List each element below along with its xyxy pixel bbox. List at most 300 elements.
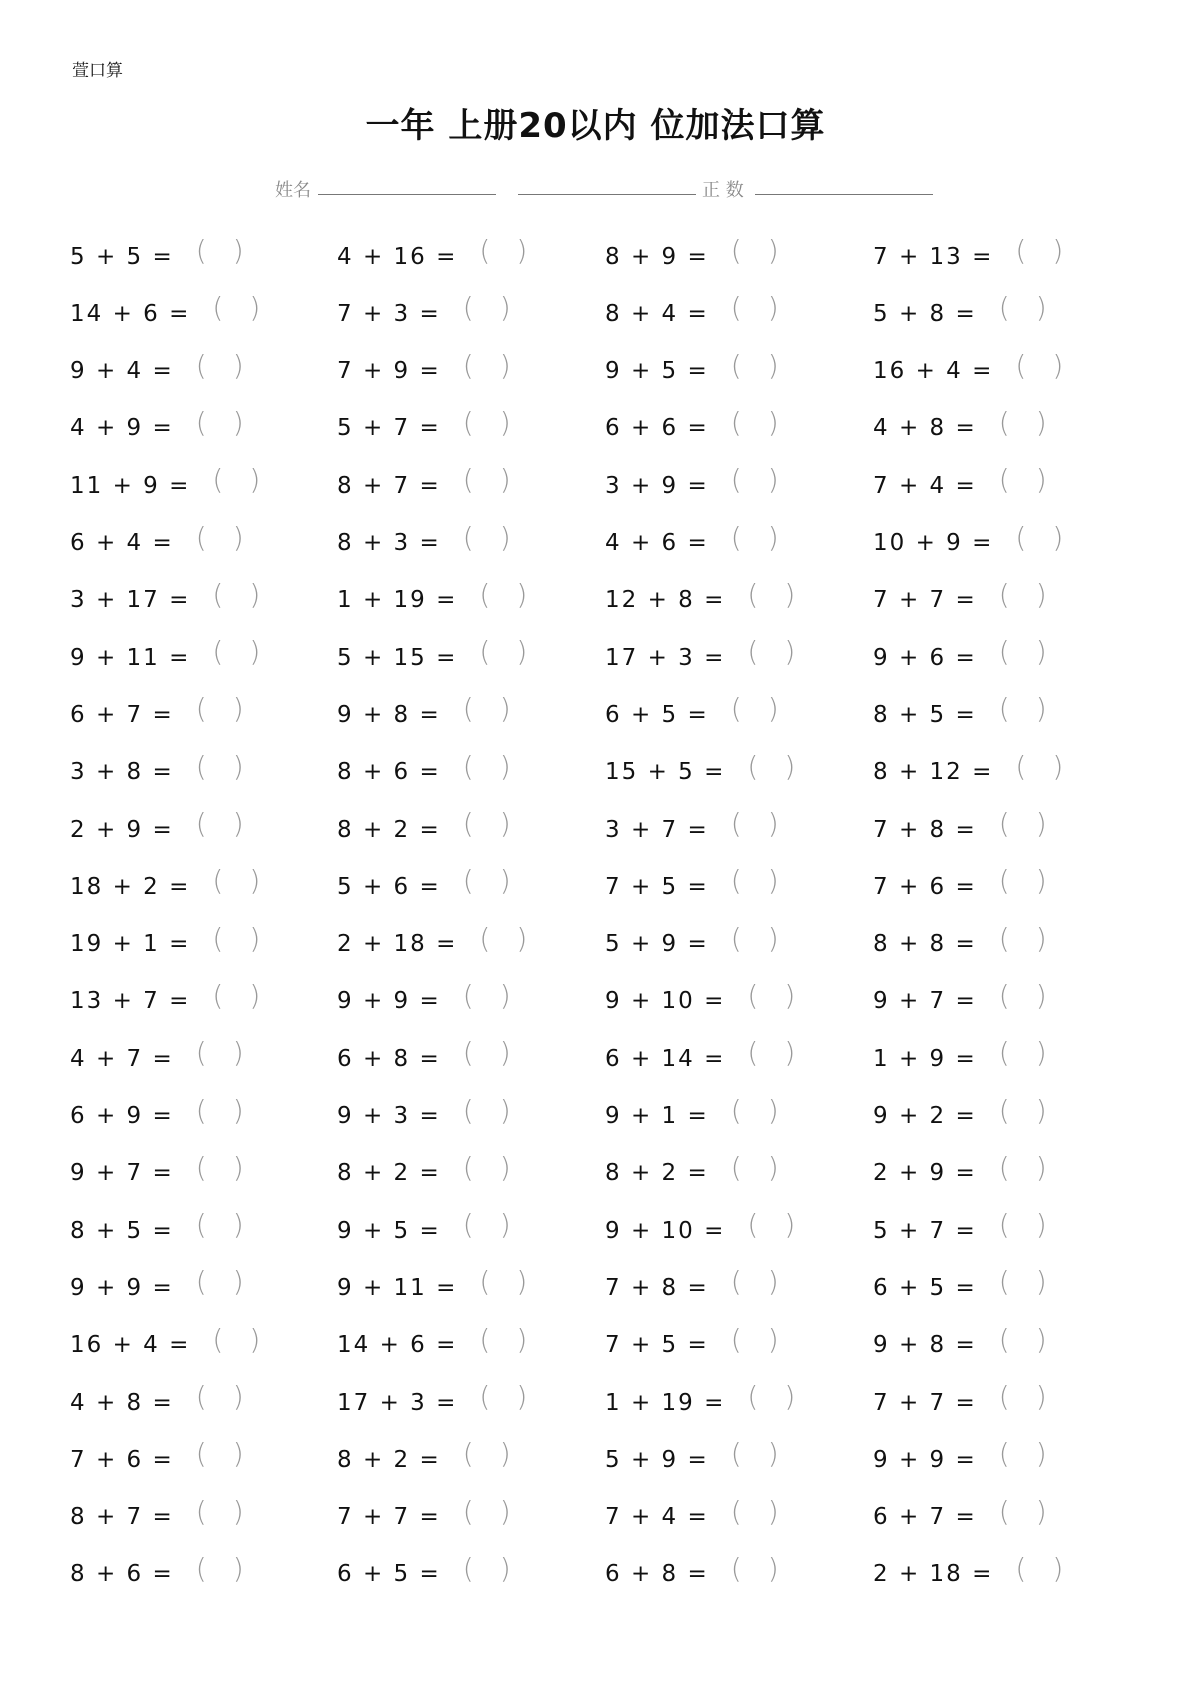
answer-blank[interactable] [999,1323,1049,1356]
answer-blank[interactable] [731,807,781,840]
equation-text: 3 + 7 = [605,816,709,843]
open-paren: ( [730,1322,744,1356]
problem-item [873,1322,1049,1369]
close-paren: ) [232,1150,246,1184]
close-paren: ) [767,1494,781,1528]
close-paren: ) [516,1265,530,1299]
answer-blank[interactable] [479,922,529,955]
open-paren: ( [195,348,209,382]
answer-blank[interactable] [196,1380,246,1413]
equation-text: 8 + 4 = [605,300,709,327]
answer-blank[interactable] [999,635,1049,668]
open-paren: ( [998,807,1012,840]
open-paren: ( [730,1150,744,1184]
problem-item [337,1437,513,1483]
open-paren: ( [730,520,744,554]
close-paren: ) [499,520,513,554]
equation-text: 9 + 11 = [70,644,191,671]
answer-blank[interactable] [196,1265,246,1298]
answer-blank[interactable] [747,635,797,668]
close-paren: ) [784,1380,798,1413]
name-label: 姓名 [275,180,311,201]
answer-blank[interactable] [999,979,1049,1012]
answer-blank[interactable] [479,1323,529,1356]
answer-blank[interactable] [731,463,781,496]
close-paren: ) [516,234,530,267]
open-paren: ( [1015,1551,1029,1585]
open-paren: ( [747,1208,761,1242]
close-paren: ) [1035,463,1049,497]
answer-blank[interactable] [1015,750,1065,783]
answer-blank[interactable] [731,234,781,267]
answer-blank[interactable] [1015,349,1065,382]
answer-blank[interactable] [1015,234,1065,267]
answer-blank[interactable] [463,521,513,554]
answer-blank[interactable] [196,234,246,267]
answer-blank[interactable] [463,1495,513,1528]
answer-blank[interactable] [212,463,262,496]
answer-blank[interactable] [196,1036,246,1069]
answer-blank[interactable] [999,1151,1049,1184]
answer-blank[interactable] [1015,521,1065,554]
open-paren: ( [998,1208,1012,1242]
close-paren: ) [784,635,798,669]
close-paren: ) [1035,1208,1049,1242]
answer-blank[interactable] [999,406,1049,439]
answer-blank[interactable] [1015,1552,1065,1585]
equation-text: 6 + 9 = [70,1103,174,1129]
problem-item [873,463,1049,509]
answer-blank[interactable] [999,692,1049,725]
problem-item [873,291,1049,337]
answer-blank[interactable] [463,750,513,783]
answer-blank[interactable] [999,1265,1049,1298]
answer-blank[interactable] [212,635,262,668]
answer-blank[interactable] [731,1495,781,1528]
equation-text: 8 + 2 = [337,816,441,843]
open-paren: ( [998,864,1012,898]
open-paren: ( [462,1150,476,1184]
close-paren: ) [249,635,263,669]
answer-blank[interactable] [999,1495,1049,1528]
problem-item [605,1208,798,1254]
close-paren: ) [499,978,513,1012]
equation-text: 9 + 5 = [605,358,709,385]
equation-text: 9 + 8 = [873,1332,977,1359]
answer-blank[interactable] [999,807,1049,840]
open-paren: ( [1015,520,1029,554]
close-paren: ) [249,577,263,611]
problem-item [605,1437,781,1483]
answer-blank[interactable] [212,578,262,611]
answer-blank[interactable] [463,1437,513,1470]
problem-item [605,921,781,968]
open-paren: ( [462,1093,476,1127]
open-paren: ( [462,291,476,325]
answer-blank[interactable] [212,1323,262,1356]
close-paren: ) [499,1551,513,1585]
open-paren: ( [998,1322,1012,1356]
answer-blank[interactable] [463,1151,513,1184]
open-paren: ( [730,1551,744,1585]
answer-blank[interactable] [747,750,797,783]
close-paren: ) [516,1322,530,1356]
answer-blank[interactable] [463,1094,513,1127]
answer-blank[interactable] [196,1437,246,1470]
problem-item [70,1036,246,1082]
open-paren: ( [462,348,476,382]
equation-text: 3 + 9 = [605,472,709,499]
equation-text: 6 + 7 = [70,701,174,728]
answer-blank[interactable] [196,1151,246,1184]
problem-item [605,1551,781,1598]
close-paren: ) [767,1551,781,1585]
open-paren: ( [998,1265,1012,1299]
close-paren: ) [1035,291,1049,325]
answer-blank[interactable] [196,1208,246,1241]
answer-blank[interactable] [731,1094,781,1127]
close-paren: ) [516,577,530,611]
open-paren: ( [730,463,744,497]
close-paren: ) [232,1265,246,1299]
problem-item [605,749,798,796]
open-paren: ( [462,1036,476,1070]
problem-item [70,1494,246,1541]
equation-text: 2 + 18 = [337,931,458,958]
open-paren: ( [462,520,476,554]
equation-text: 7 + 5 = [605,1332,709,1359]
equation-text: 9 + 9 = [70,1274,174,1301]
open-paren: ( [195,1380,209,1413]
equation-text: 9 + 10 = [605,1217,726,1244]
close-paren: ) [232,692,246,726]
equation-text: 8 + 6 = [70,1561,174,1588]
equation-text: 2 + 18 = [873,1561,994,1588]
problem-item [70,692,246,738]
close-paren: ) [499,1437,513,1471]
open-paren: ( [195,1494,209,1528]
equation-text: 7 + 3 = [337,300,441,327]
answer-blank[interactable] [731,291,781,324]
equation-text: 6 + 5 = [873,1274,977,1301]
open-paren: ( [730,405,744,439]
equation-text: 3 + 17 = [70,587,191,614]
equation-text: 7 + 8 = [873,816,977,843]
answer-blank[interactable] [731,864,781,897]
problem-item [873,978,1049,1025]
equation-text: 6 + 14 = [605,1045,726,1072]
problem-item [873,635,1049,681]
close-paren: ) [767,864,781,898]
close-paren: ) [499,692,513,726]
answer-blank[interactable] [999,463,1049,496]
equation-text: 8 + 12 = [873,759,994,786]
open-paren: ( [195,405,209,439]
close-paren: ) [784,1036,798,1070]
answer-blank[interactable] [731,1552,781,1585]
close-paren: ) [1035,1150,1049,1184]
answer-blank[interactable] [999,1380,1049,1413]
open-paren: ( [479,1380,493,1413]
problem-item [605,348,781,395]
close-paren: ) [1052,520,1066,554]
open-paren: ( [730,1265,744,1299]
open-paren: ( [195,234,209,267]
answer-blank[interactable] [731,1151,781,1184]
problem-item [337,1380,530,1426]
answer-blank[interactable] [212,979,262,1012]
answer-blank[interactable] [747,578,797,611]
answer-blank[interactable] [463,463,513,496]
problem-item [337,864,513,910]
problem-item [605,978,798,1025]
close-paren: ) [784,978,798,1012]
equation-text: 5 + 7 = [337,415,441,442]
equation-text: 4 + 8 = [70,1389,174,1416]
close-paren: ) [1035,577,1049,611]
close-paren: ) [767,291,781,325]
equation-text: 8 + 2 = [605,1160,709,1187]
equation-text: 12 + 8 = [605,587,726,614]
problem-item [70,635,263,681]
answer-blank[interactable] [731,1437,781,1470]
open-paren: ( [462,978,476,1012]
answer-blank[interactable] [479,578,529,611]
answer-blank[interactable] [463,406,513,439]
answer-blank[interactable] [479,635,529,668]
close-paren: ) [232,1380,246,1413]
equation-text: 2 + 9 = [70,816,174,843]
open-paren: ( [195,1150,209,1184]
close-paren: ) [767,463,781,497]
open-paren: ( [998,1380,1012,1413]
problem-item [337,1093,513,1140]
problem-item [605,1093,781,1140]
problem-item [605,463,781,509]
answer-blank[interactable] [731,521,781,554]
equation-text: 1 + 19 = [605,1389,726,1416]
answer-blank[interactable] [999,922,1049,955]
answer-blank[interactable] [731,922,781,955]
problem-item [873,234,1066,280]
answer-blank[interactable] [479,234,529,267]
problem-item [70,577,263,624]
problem-item [70,1380,246,1426]
answer-blank[interactable] [731,349,781,382]
answer-blank[interactable] [479,1265,529,1298]
close-paren: ) [499,405,513,439]
problem-item [605,577,798,624]
equation-text: 4 + 16 = [337,243,458,270]
problem-item [337,1150,513,1197]
equation-text: 7 + 9 = [337,358,441,385]
problem-item [70,1150,246,1197]
open-paren: ( [730,692,744,726]
answer-blank[interactable] [212,291,262,324]
equation-text: 9 + 6 = [873,644,977,671]
problem-item [70,1208,246,1254]
equation-text: 10 + 9 = [873,530,994,556]
close-paren: ) [249,291,263,325]
open-paren: ( [730,1093,744,1127]
equation-text: 5 + 7 = [873,1217,977,1244]
open-paren: ( [212,635,226,669]
open-paren: ( [212,864,226,898]
answer-blank[interactable] [999,291,1049,324]
close-paren: ) [499,1093,513,1127]
answer-blank[interactable] [731,406,781,439]
equation-text: 6 + 8 = [605,1561,709,1588]
close-paren: ) [1035,921,1049,955]
answer-blank[interactable] [747,1380,797,1413]
close-paren: ) [232,348,246,382]
answer-blank[interactable] [731,1323,781,1356]
close-paren: ) [767,807,781,840]
answer-blank[interactable] [463,349,513,382]
close-paren: ) [1035,1265,1049,1299]
open-paren: ( [462,1437,476,1471]
answer-blank[interactable] [463,1552,513,1585]
problem-item [70,978,263,1025]
answer-blank[interactable] [463,1208,513,1241]
problem-item [605,635,798,681]
open-paren: ( [462,405,476,439]
equation-text: 7 + 13 = [873,243,994,270]
answer-blank[interactable] [999,864,1049,897]
answer-blank[interactable] [196,807,246,840]
close-paren: ) [767,348,781,382]
problem-item [337,291,513,337]
open-paren: ( [195,692,209,726]
answer-blank[interactable] [196,1094,246,1127]
close-paren: ) [1035,405,1049,439]
equation-text: 7 + 6 = [70,1446,174,1473]
close-paren: ) [1035,1494,1049,1528]
answer-blank[interactable] [747,1036,797,1069]
open-paren: ( [998,921,1012,955]
open-paren: ( [998,978,1012,1012]
answer-blank[interactable] [196,692,246,725]
problem-item [337,635,530,681]
close-paren: ) [784,1208,798,1242]
close-paren: ) [784,577,798,611]
problem-item [70,1437,246,1483]
answer-blank[interactable] [731,1265,781,1298]
open-paren: ( [212,577,226,611]
close-paren: ) [232,1208,246,1242]
answer-blank[interactable] [463,979,513,1012]
equation-text: 8 + 7 = [337,472,441,499]
answer-blank[interactable] [463,692,513,725]
answer-blank[interactable] [196,1495,246,1528]
close-paren: ) [767,921,781,955]
answer-blank[interactable] [999,1094,1049,1127]
open-paren: ( [1015,348,1029,382]
problem-item [337,1322,530,1369]
equation-text: 8 + 2 = [337,1160,441,1187]
equation-text: 4 + 9 = [70,415,174,442]
equation-text: 9 + 10 = [605,988,726,1015]
answer-blank[interactable] [747,1208,797,1241]
answer-blank[interactable] [212,922,262,955]
open-paren: ( [998,1494,1012,1528]
problem-item [873,807,1049,853]
answer-blank[interactable] [463,864,513,897]
close-paren: ) [516,1380,530,1413]
open-paren: ( [462,749,476,783]
problem-item [873,1437,1049,1483]
answer-blank[interactable] [479,1380,529,1413]
answer-blank[interactable] [747,979,797,1012]
open-paren: ( [747,1036,761,1070]
problem-item [70,348,246,395]
answer-blank[interactable] [999,1208,1049,1241]
answer-blank[interactable] [999,578,1049,611]
problem-item [605,234,781,280]
problem-item [605,864,781,910]
open-paren: ( [747,577,761,611]
equation-text: 19 + 1 = [70,931,191,958]
open-paren: ( [479,1265,493,1299]
answer-blank[interactable] [463,807,513,840]
open-paren: ( [212,291,226,325]
answer-blank[interactable] [212,864,262,897]
problem-item [70,749,246,796]
problem-item [873,577,1049,624]
open-paren: ( [462,692,476,726]
answer-blank[interactable] [463,291,513,324]
answer-blank[interactable] [196,1552,246,1585]
problem-item [873,1150,1049,1197]
answer-blank[interactable] [196,750,246,783]
equation-text: 13 + 7 = [70,988,191,1015]
close-paren: ) [232,1551,246,1585]
answer-blank[interactable] [999,1036,1049,1069]
close-paren: ) [1052,749,1066,783]
close-paren: ) [1035,1437,1049,1471]
problem-item [337,1265,530,1311]
answer-blank[interactable] [196,521,246,554]
answer-blank[interactable] [196,406,246,439]
equation-text: 8 + 2 = [337,1446,441,1473]
equation-text: 1 + 19 = [337,587,458,614]
open-paren: ( [998,405,1012,439]
problem-item [70,1551,246,1598]
answer-blank[interactable] [999,1437,1049,1470]
close-paren: ) [1035,807,1049,840]
close-paren: ) [499,864,513,898]
equation-text: 6 + 8 = [337,1045,441,1072]
open-paren: ( [747,635,761,669]
close-paren: ) [767,520,781,554]
problem-item [873,864,1049,910]
close-paren: ) [767,1437,781,1471]
equation-text: 7 + 6 = [873,873,977,900]
equation-text: 9 + 1 = [605,1103,709,1129]
problem-item [873,520,1066,567]
open-paren: ( [462,463,476,497]
problem-item [337,463,513,509]
answer-blank[interactable] [463,1036,513,1069]
open-paren: ( [998,1093,1012,1127]
close-paren: ) [249,463,263,497]
answer-blank[interactable] [731,692,781,725]
close-paren: ) [499,807,513,840]
close-paren: ) [767,405,781,439]
problem-item [873,1551,1066,1598]
answer-blank[interactable] [196,349,246,382]
open-paren: ( [730,921,744,955]
